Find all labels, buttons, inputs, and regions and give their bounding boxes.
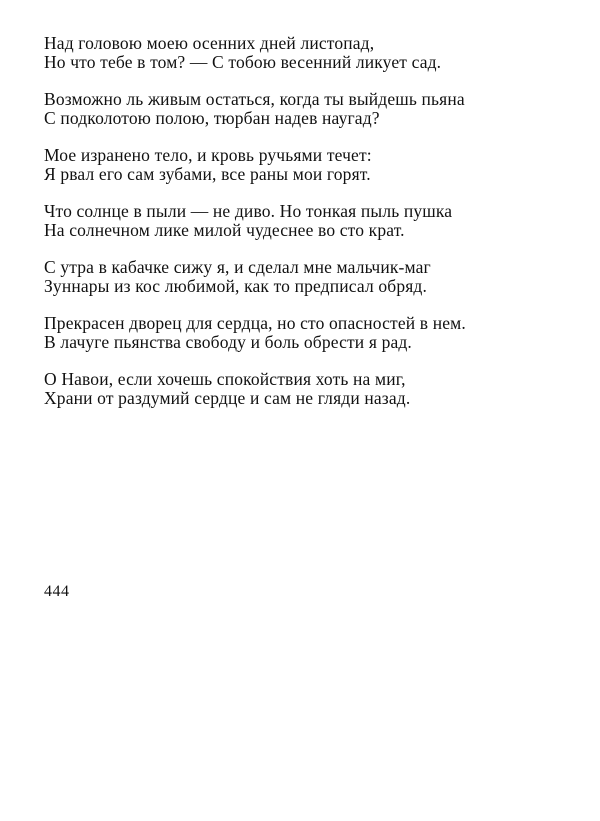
poem-line: О Навои, если хочешь спокойствия хоть на миг, (44, 369, 406, 389)
stanza-5 (44, 258, 564, 314)
poem-line: Прекрасен дворец для сердца, но сто опасностей в нем. (44, 313, 466, 333)
poem-line: Но что тебе в том? — С тобою весенний ликует сад. (44, 52, 442, 72)
poem-line: С подколотою полою, тюрбан надев наугад? (44, 108, 380, 128)
poem-line: В лачуге пьянства свободу и боль обрести я рад. (44, 332, 412, 352)
stanza-4 (44, 202, 564, 258)
poem-line: На солнечном лике милой чудеснее во сто крат. (44, 220, 405, 240)
poem-line: С утра в кабачке сижу я, и сделал мне мальчик-маг (44, 257, 431, 277)
stanza-7 (44, 370, 564, 426)
poem-line: Храни от раздумий сердце и сам не гляди назад. (44, 388, 411, 408)
poem (44, 34, 564, 426)
poem-line: Зуннары из кос любимой, как то предписал обряд. (44, 276, 428, 296)
page-number: 444 (44, 583, 70, 600)
stanza-6 (44, 314, 564, 370)
poem-line: Мое изранено тело, и кровь ручьями течет: (44, 145, 372, 165)
poem-line: Я рвал его сам зубами, все раны мои горят. (44, 164, 371, 184)
poem-line: Над головою моею осенних дней листопад, (44, 33, 375, 53)
stanza-3 (44, 146, 564, 202)
stanza-2 (44, 90, 564, 146)
poem-line: Что солнце в пыли — не диво. Но тонкая пыль пушка (44, 201, 453, 221)
poem-line: Возможно ль живым остаться, когда ты выйдешь пьяна (44, 89, 465, 109)
stanza-1 (44, 34, 564, 90)
